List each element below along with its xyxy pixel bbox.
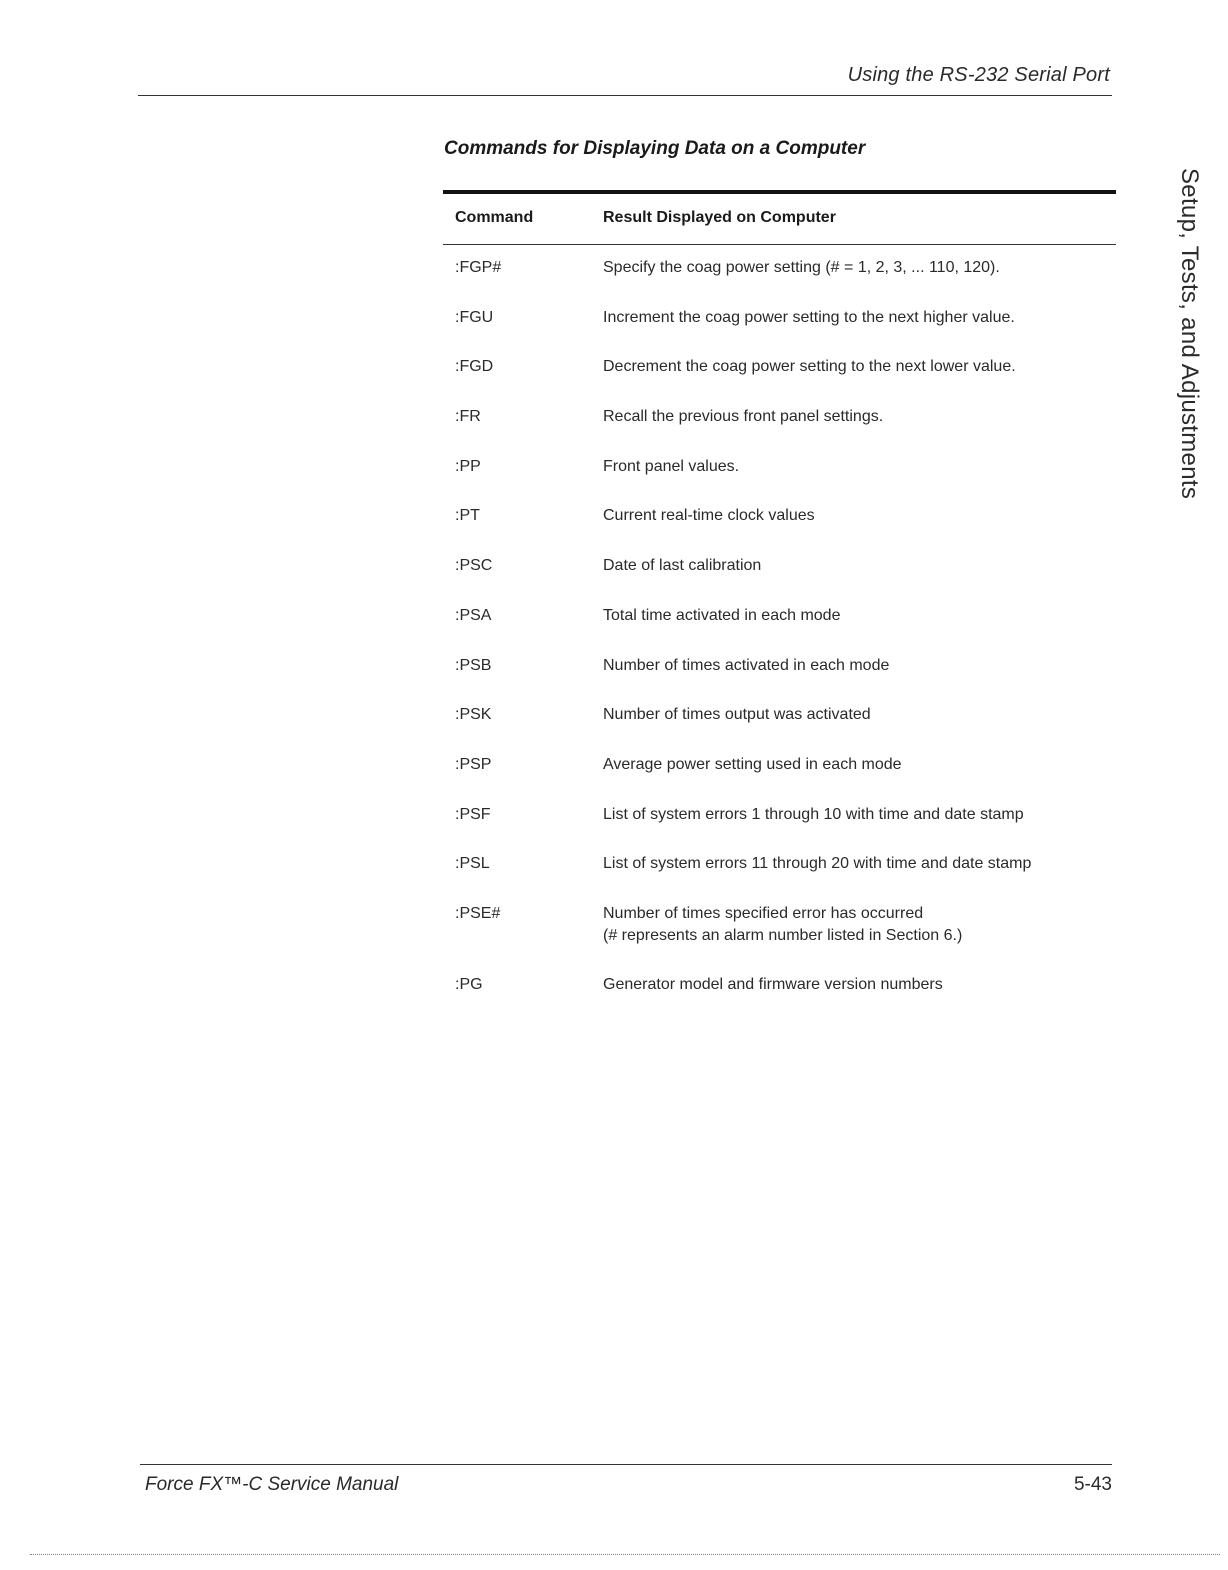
table-row (443, 853, 1116, 903)
table-row (443, 456, 1116, 506)
footer-manual-title: Force FX™-C Service Manual (145, 1474, 399, 1495)
result-cell: Decrement the coag power setting to the next lower value. (603, 358, 1016, 376)
result-cell: Front panel values. (603, 457, 740, 475)
result-cell: Number of times activated in each mode (603, 656, 890, 674)
result-cell: Recall the previous front panel settings. (603, 408, 884, 426)
table-row (443, 555, 1116, 605)
table-row (443, 505, 1116, 555)
table-row (443, 406, 1116, 456)
command-cell: :PP (455, 457, 481, 475)
command-cell: :FGP# (455, 259, 502, 276)
result-cell: Total time activated in each mode (603, 606, 841, 624)
table-row (443, 974, 1116, 1024)
scan-bottom-edge (30, 1554, 1220, 1555)
footer-page-number: 5-43 (1073, 1474, 1112, 1495)
command-cell: :PSP (455, 755, 492, 773)
result-cell: Generator model and firmware version numbers (603, 975, 943, 993)
command-cell: :PSE# (455, 904, 501, 922)
result-cell (603, 903, 1108, 947)
result-cell: Number of times output was activated (603, 706, 871, 724)
command-cell: :FR (455, 408, 481, 426)
side-tab-label: Setup, Tests, and Adjustments (1176, 168, 1203, 500)
result-cell: Date of last calibration (603, 557, 762, 575)
table-row (443, 307, 1116, 357)
command-cell: :PSB (455, 656, 492, 674)
command-cell: :PSK (455, 706, 492, 724)
column-header-result: Result Displayed on Computer (603, 209, 836, 226)
command-cell: :FGU (455, 308, 494, 326)
command-table (443, 190, 1116, 1024)
running-header: Using the RS-232 Serial Port (847, 64, 1110, 86)
command-cell: :PSL (455, 855, 490, 873)
command-cell: :PSA (455, 606, 492, 624)
command-cell: :PT (455, 507, 480, 525)
table-body (443, 245, 1116, 1024)
footer-rule (140, 1464, 1112, 1465)
table-row (443, 257, 1116, 307)
command-cell: :PSF (455, 805, 491, 823)
table-row (443, 605, 1116, 655)
table-row (443, 655, 1116, 705)
table-row (443, 804, 1116, 854)
table-row (443, 754, 1116, 804)
result-cell: Average power setting used in each mode (603, 755, 902, 773)
result-line-1: Number of times specified error has occurred (603, 904, 924, 922)
table-row (443, 903, 1116, 974)
column-header-command: Command (455, 209, 534, 226)
header-rule (138, 95, 1112, 96)
section-title: Commands for Displaying Data on a Computer (444, 138, 866, 159)
result-cell: Increment the coag power setting to the next higher value. (603, 308, 1015, 326)
command-cell: :PG (455, 975, 483, 993)
result-line-2: (# represents an alarm number listed in Section 6.) (603, 926, 963, 944)
result-cell: List of system errors 1 through 10 with time and date stamp (603, 805, 1024, 823)
table-header (443, 194, 1116, 245)
command-cell: :PSC (455, 557, 493, 575)
command-cell: :FGD (455, 358, 494, 376)
result-cell: Specify the coag power setting (# = 1, 2, 3, ... 110, 120). (603, 259, 1000, 276)
result-cell: List of system errors 11 through 20 with time and date stamp (603, 855, 1032, 873)
table-row (443, 704, 1116, 754)
table-row (443, 356, 1116, 406)
result-cell: Current real-time clock values (603, 507, 815, 525)
side-tab (1169, 168, 1203, 500)
